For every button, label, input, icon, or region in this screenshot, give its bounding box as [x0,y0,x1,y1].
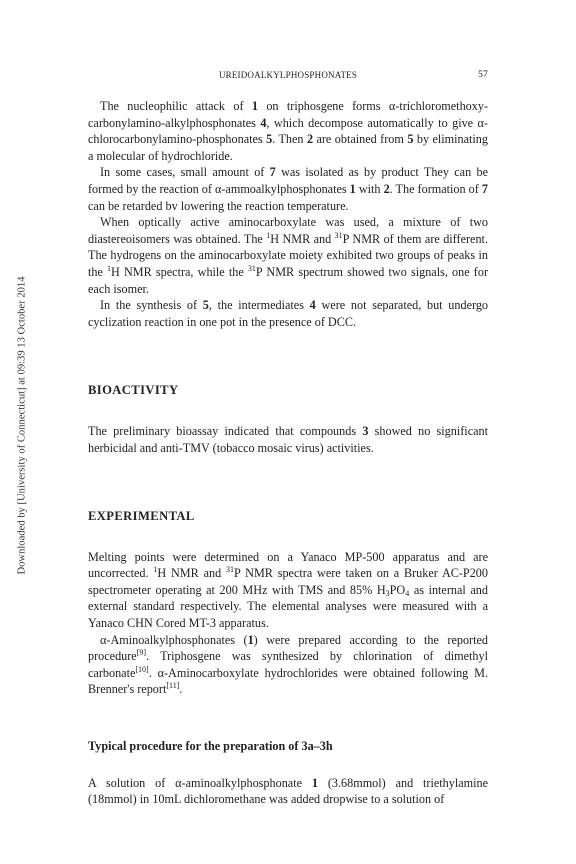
text: on triphosgene forms α-trichloromethoxy-carbonylamino-alkylphosphonates [88,99,488,130]
download-watermark: Downloaded by [University of Connecticut] at 09:39 13 October 2014 [16,276,28,575]
intro-paragraph-3 [88,214,488,297]
compound-ref: 7 [481,181,488,196]
compound-ref: 1 [251,99,258,113]
text: H NMR and [270,231,335,246]
text: . The formation of [389,181,482,196]
running-title: UREIDOALKYLPHOSPHONATES [218,70,358,80]
compound-ref: 5 [202,298,209,313]
text: α-Aminoalkylphosphonates ( [100,632,248,647]
text: with [355,181,384,196]
text: PO [389,582,406,597]
procedure-paragraph [88,775,488,808]
text: In some cases, small amount of [100,165,270,180]
section-heading-bioactivity: BIOACTIVITY [88,383,179,398]
isotope-superscript: 31 [334,230,343,240]
text: P NMR of them are different. The hydrogens on the aminocarboxylate moiety exhibited two groups of peaks in the [88,231,488,279]
compound-ref: 7 [269,165,276,180]
page-body [88,98,488,808]
text: The nucleophilic attack of [100,99,252,113]
isotope-superscript: 31 [247,263,256,273]
text: H NMR spectra, while the [111,264,248,279]
text: In the synthesis of [100,298,203,313]
text: are obtained from [313,132,408,147]
isotope-superscript: 1 [107,263,112,273]
bioactivity-paragraph [88,423,488,456]
compound-ref: 2 [383,181,390,196]
section-heading-experimental: EXPERIMENTAL [88,509,195,524]
citation-ref: [9] [136,648,147,658]
text: P NMR spectrum showed two signals, one for each isomer. [88,264,488,296]
compound-ref: 2 [306,132,314,147]
text: The preliminary bioassay indicated that compounds [88,423,363,438]
text: (3.68mmol) and triethylamine (18mmol) in 10mL dichloromethane was added dropwise to a solution of [88,775,488,807]
text: by eliminating a molecular of hydrochloride. [88,132,488,163]
text: were not separated, but undergo cyclization reaction in one pot in the presence of DCC. [88,298,489,329]
compound-ref: 4 [260,115,267,130]
text: . Then [272,132,307,147]
isotope-superscript: 1 [153,565,158,575]
intro-paragraph-1 [88,98,488,164]
experimental-paragraph-1 [88,549,488,632]
text: Melting points were determined on a Yanaco MP-500 apparatus and are uncorrected. [88,549,488,581]
experimental-paragraph-2 [88,632,488,698]
subsection-heading-procedure: Typical procedure for the preparation of 3a–3h [88,739,333,754]
text: H NMR and [157,566,226,581]
formula-subscript: 4 [405,588,410,598]
compound-ref: 1 [311,775,318,790]
isotope-superscript: 1 [266,230,271,240]
isotope-superscript: 31 [226,565,234,575]
text: ) were prepared according to the reported procedure [88,632,489,664]
compound-ref: 1 [247,632,254,647]
text: was isolated as by product They can be formed by the reaction of α-ammoalkylphosphonates [88,165,488,196]
intro-paragraph-4 [88,297,488,330]
intro-paragraph-2 [88,164,488,214]
text: , which decompose automatically to give α-chlorocarbonylamino-phosphonates [88,115,488,147]
text: . [179,682,183,697]
text: showed no significant herbicidal and anti-TMV (tobacco mosaic virus) activities. [88,423,488,455]
text: can be retarded bv lowering the reaction temperature. [88,198,349,213]
compound-ref: 1 [349,181,356,196]
text: . α-Aminocarboxylate hydrochlorides were obtained following M. Brenner's report [88,665,488,697]
text: When optically active aminocarboxylate was used, a mixture of two diastereoisomers was obtained. The [88,215,488,246]
text: , the intermediates [208,298,310,313]
citation-ref: [11] [166,681,180,691]
compound-ref: 5 [407,132,414,147]
compound-ref: 3 [362,423,369,438]
text: P NMR spectra were taken on a Bruker AC-P200 spectrometer operating at 200 MHz with TMS and 85% H [88,566,488,597]
compound-ref: 5 [266,132,273,147]
text: A solution of α-aminoalkylphosphonate [88,775,312,790]
text: as internal and external standard respectively. The elemental analyses were measured with a Yanaco CHN Cored MT-3 apparatus. [88,582,488,631]
page-number: 57 [478,70,488,80]
text: . Triphosgene was synthesized by chlorination of dimethyl carbonate [88,649,488,680]
compound-ref: 4 [309,298,316,313]
formula-subscript: 3 [385,588,390,598]
citation-ref: [10] [135,664,149,674]
